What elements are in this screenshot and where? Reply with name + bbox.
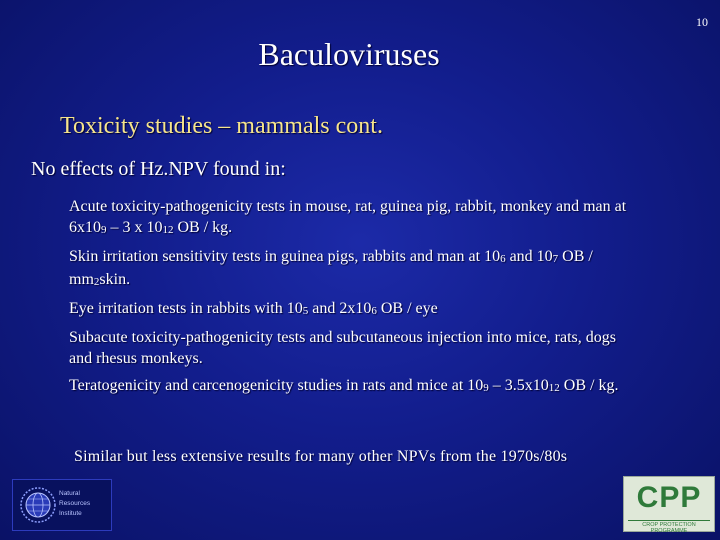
- item-text: skin.: [99, 271, 131, 288]
- nri-logo: [12, 479, 112, 531]
- list-item: [69, 246, 629, 292]
- item-text: OB / kg.: [173, 219, 233, 236]
- item-text: Acute toxicity-pathogenicity tests in mouse, rat, guinea pig, rabbit, monkey and man at 6x10: [69, 198, 627, 236]
- list-item: [69, 327, 629, 369]
- item-text: OB / eye: [376, 300, 438, 317]
- item-text: Eye irritation tests in rabbits with 10: [69, 300, 303, 317]
- logo-divider: [628, 520, 710, 521]
- item-text: Subacute toxicity-pathogenicity tests and subcutaneous injection into mice, rats, dogs and rhesus monkeys.: [69, 329, 616, 367]
- logo-line: Natural: [59, 490, 80, 497]
- list-item: [69, 196, 629, 240]
- item-text: Teratogenicity and carcenogenicity studies in rats and mice at 10: [69, 377, 484, 394]
- item-text: – 3.5x10: [488, 377, 549, 394]
- list-item: [69, 375, 629, 398]
- cpp-logo: [623, 476, 715, 532]
- slide-title: Baculoviruses: [258, 36, 440, 72]
- exponent: 12: [162, 224, 174, 236]
- nri-logo-text: [59, 489, 90, 519]
- slide-subtitle: Toxicity studies – mammals cont.: [60, 113, 383, 139]
- exponent: 9: [101, 224, 107, 236]
- exponent: 5: [302, 305, 309, 317]
- cpp-logo-mark: CPP: [636, 481, 702, 514]
- page-number: 10: [696, 15, 708, 29]
- item-text: OB / mm: [69, 248, 593, 288]
- exponent: 7: [552, 253, 559, 265]
- exponent: 2: [93, 276, 100, 288]
- footnote-text: Similar but less extensive results for many other NPVs from the 1970s/80s: [74, 448, 568, 465]
- exponent: 9: [483, 382, 489, 394]
- globe-seal-icon: [19, 486, 57, 524]
- list-item: [69, 298, 629, 321]
- exponent: 6: [500, 253, 506, 265]
- exponent: 6: [371, 305, 377, 317]
- item-text: – 3 x 10: [106, 219, 163, 236]
- item-text: OB / kg.: [559, 377, 619, 394]
- item-text: and 2x10: [308, 300, 372, 317]
- logo-line: Resources: [59, 500, 91, 507]
- lead-text: No effects of Hz.NPV found in:: [31, 158, 286, 180]
- cpp-logo-caption: CROP PROTECTION PROGRAMME: [642, 522, 696, 534]
- item-text: Skin irritation sensitivity tests in guinea pigs, rabbits and man at 10: [69, 248, 501, 265]
- exponent: 12: [548, 382, 560, 394]
- findings-list: [69, 196, 629, 404]
- logo-line: Institute: [59, 510, 82, 517]
- item-text: and 10: [505, 248, 553, 265]
